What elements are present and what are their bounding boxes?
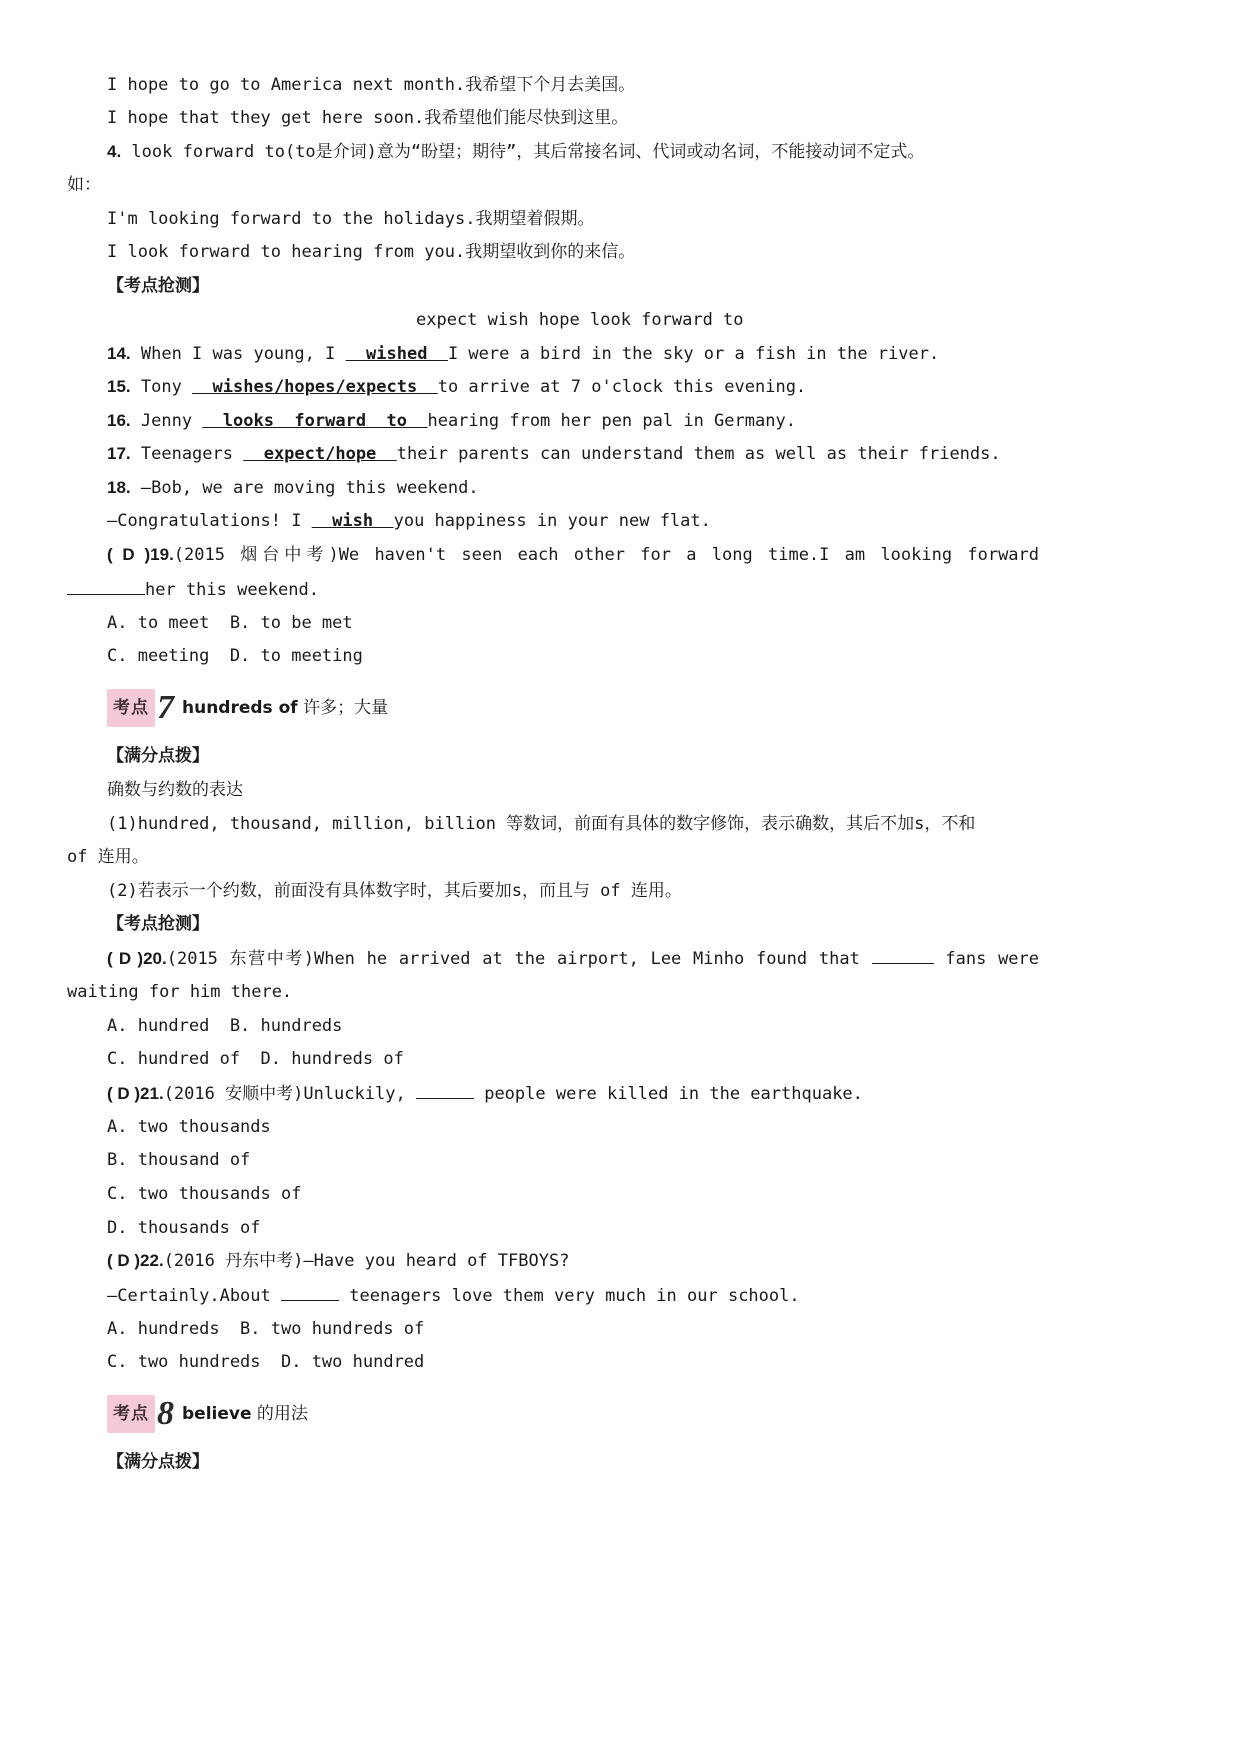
key-point-title: believe (182, 1404, 252, 1424)
key-point-7-heading (107, 689, 388, 727)
question-text: —Certainly.About (107, 1286, 271, 1306)
question-text: teenagers love them very much in our school. (349, 1286, 800, 1306)
sub-heading: 确数与约数的表达 (107, 780, 243, 800)
question-text: her this weekend. (145, 580, 319, 600)
example-sentence: I'm looking forward to the holidays.我期望着假期。 (107, 209, 595, 229)
fill-blank (872, 947, 934, 964)
fill-blank (67, 578, 145, 595)
question-source: (2015 烟台中考) (173, 545, 339, 565)
fill-blank (281, 1284, 339, 1301)
options-row: A. to meet B. to be met (107, 613, 353, 633)
question-20 (107, 947, 1039, 970)
question-source: (2015 东营中考) (166, 949, 314, 969)
answer-blank: expect/hope (243, 444, 397, 464)
options-row: C. meeting D. to meeting (107, 646, 363, 666)
question-source: (2016 安顺中考) (163, 1084, 304, 1104)
rule-paragraph: (1)hundred, thousand, million, billion 等数词，前面有具体的数字修饰，表示确数，其后不加s，不和 (107, 814, 976, 834)
question-number: 15. (107, 377, 131, 396)
question-text: —Have you heard of TFBOYS? (303, 1251, 570, 1271)
rule-paragraph: (2)若表示一个约数，前面没有具体数字时，其后要加s，而且与 of 连用。 (107, 881, 682, 901)
question-text: you happiness in your new flat. (393, 511, 711, 531)
question-18-reply (107, 510, 711, 532)
option: B. thousand of (107, 1150, 251, 1170)
question-number: 18. (107, 478, 131, 497)
question-text: to arrive at 7 o'clock this evening. (437, 377, 807, 397)
answer-key: ( D ) (107, 949, 144, 968)
section-header: 【考点抢测】 (107, 276, 209, 296)
question-20-cont: waiting for him there. (67, 982, 293, 1002)
question-number: 16. (107, 411, 131, 430)
answer-key: ( D ) (107, 1251, 141, 1270)
options-row: C. hundred of D. hundreds of (107, 1049, 404, 1069)
question-text: Teenagers (130, 444, 244, 464)
question-number: 14. (107, 344, 131, 363)
answer-key: ( D ) (107, 545, 151, 564)
rule-text: look forward to(to是介词)意为“盼望；期待”，其后常接名词、代词或动名词，不能接动词不定式。 (121, 142, 925, 162)
question-text: Unluckily, (303, 1084, 406, 1104)
fill-blank (416, 1082, 474, 1099)
answer-blank: looks forward to (202, 411, 428, 431)
option: A. two thousands (107, 1117, 271, 1137)
key-point-title: hundreds of (182, 698, 298, 718)
rule-paragraph (107, 141, 924, 163)
question-number: 21. (140, 1084, 164, 1103)
question-source: (2016 丹东中考) (163, 1251, 304, 1271)
question-text: hearing from her pen pal in Germany. (427, 411, 796, 431)
word-bank: expect wish hope look forward to (416, 310, 744, 330)
question-22 (107, 1250, 569, 1272)
question-text: —Congratulations! I (107, 511, 312, 531)
example-sentence: I hope that they get here soon.我希望他们能尽快到这里。 (107, 108, 629, 128)
question-text: their parents can understand them as well as their friends. (396, 444, 1001, 464)
options-row: A. hundreds B. two hundreds of (107, 1319, 425, 1339)
question-text: people were killed in the earthquake. (484, 1084, 863, 1104)
section-header: 【满分点拨】 (107, 1452, 209, 1472)
question-17 (107, 443, 1001, 465)
key-point-title-cn: 许多；大量 (297, 698, 389, 718)
rule-number: 4. (107, 142, 122, 161)
section-header: 【考点抢测】 (107, 914, 209, 934)
question-18 (107, 477, 479, 499)
question-15 (107, 376, 806, 398)
question-text: Jenny (130, 411, 203, 431)
question-number: 19. (150, 545, 174, 564)
question-text: When I was young, I (130, 344, 346, 364)
question-21 (107, 1082, 863, 1105)
example-sentence: I look forward to hearing from you.我期望收到你的来信。 (107, 242, 636, 262)
question-14 (107, 343, 939, 365)
rule-continuation: of 连用。 (67, 847, 149, 867)
question-text: I were a bird in the sky or a fish in the river. (447, 344, 940, 364)
options-row: A. hundred B. hundreds (107, 1016, 343, 1036)
example-sentence: I hope to go to America next month.我希望下个月去美国。 (107, 75, 636, 95)
question-number: 22. (140, 1251, 164, 1270)
question-text: We haven't seen each other for a long time.I am looking forward (338, 545, 1040, 565)
question-number: 17. (107, 444, 131, 463)
answer-blank: wishes/hopes/expects (192, 377, 438, 397)
options-row: C. two hundreds D. two hundred (107, 1352, 425, 1372)
question-text: —Bob, we are moving this weekend. (130, 478, 479, 498)
question-19 (107, 544, 1039, 566)
question-text: fans were (945, 949, 1040, 969)
key-point-number: 7 (157, 689, 174, 726)
key-point-8-heading (107, 1395, 308, 1433)
section-header: 【满分点拨】 (107, 746, 209, 766)
key-point-badge: 考点 (107, 689, 155, 727)
question-19-cont (67, 578, 319, 601)
answer-key: ( D ) (107, 1084, 141, 1103)
key-point-badge: 考点 (107, 1395, 155, 1433)
answer-blank: wish (311, 511, 394, 531)
question-text: When he arrived at the airport, Lee Minho found that (313, 949, 860, 969)
question-16 (107, 410, 796, 432)
question-number: 20. (143, 949, 167, 968)
answer-blank: wished (345, 344, 448, 364)
key-point-title-cn: 的用法 (251, 1404, 308, 1424)
rule-continuation: 如： (67, 175, 101, 195)
key-point-number: 8 (157, 1395, 174, 1432)
question-text: Tony (130, 377, 193, 397)
option: C. two thousands of (107, 1184, 302, 1204)
option: D. thousands of (107, 1218, 261, 1238)
question-22-reply (107, 1284, 800, 1307)
